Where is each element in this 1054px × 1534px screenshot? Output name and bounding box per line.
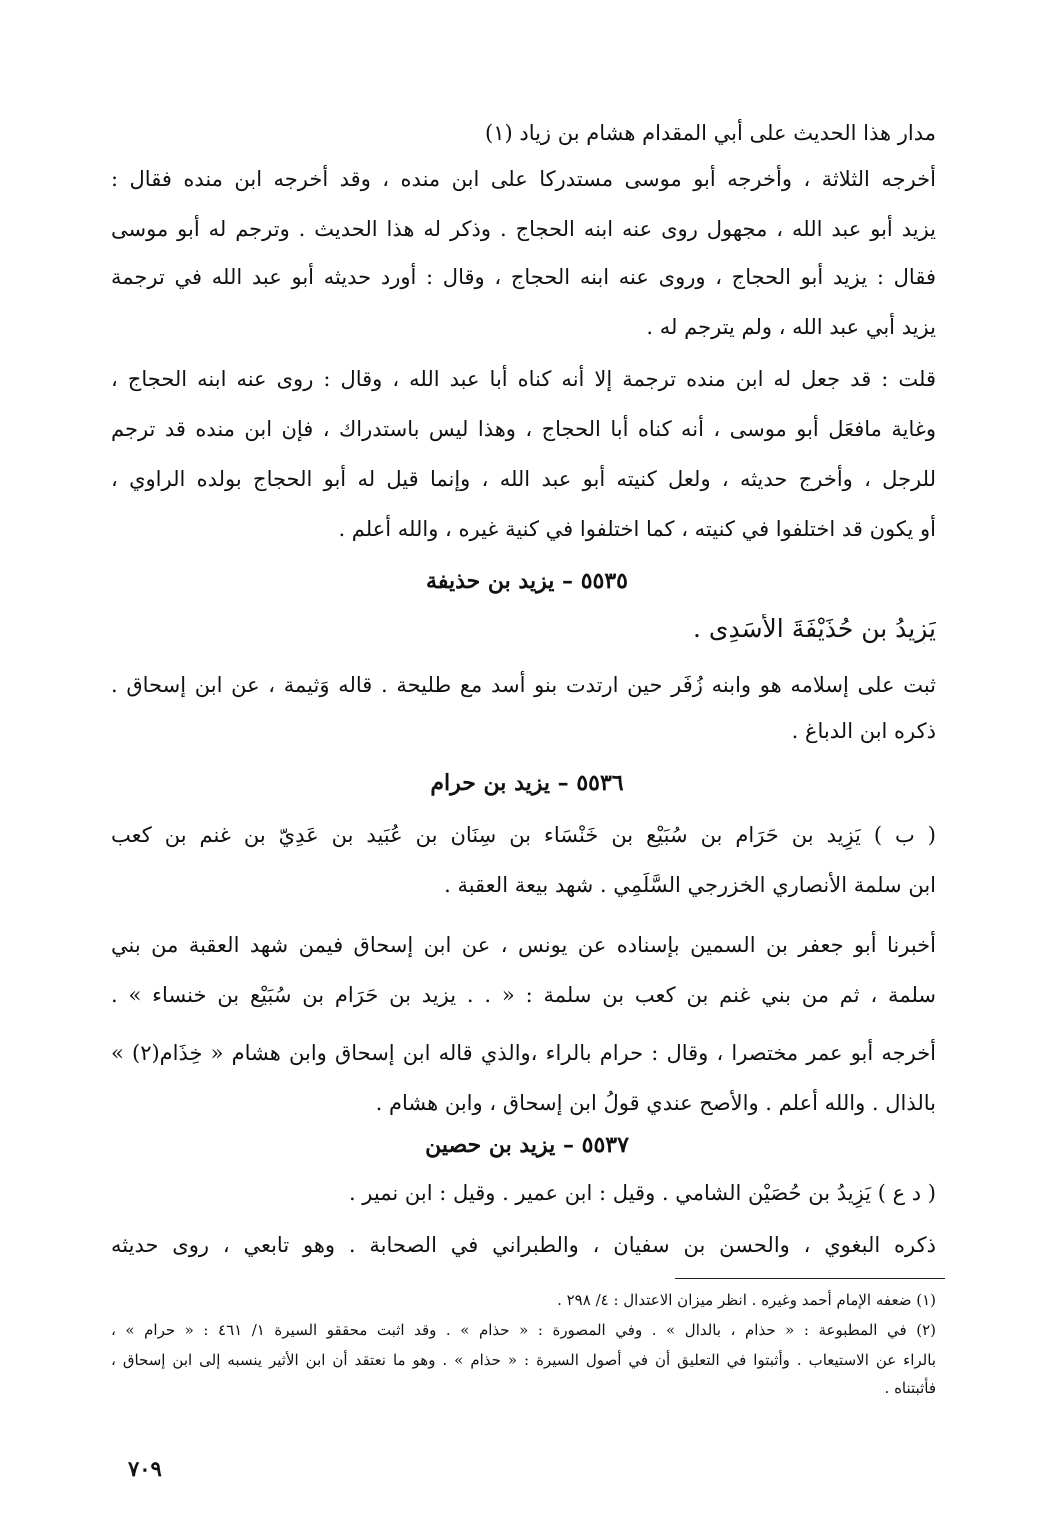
footnote: (١) ضعفه الإمام أحمد وغيره . انظر ميزان الاعتدال : ٤/ ٢٩٨ . — [557, 1291, 936, 1309]
footnote: بالراء عن الاستيعاب . وأثبتوا في التعليق أن في أصول السيرة : « حذام » . وهو ما نعتقد أن ابن الأثير ينسبه إلى ابن إسحاق ، — [111, 1351, 936, 1369]
text-line: ذكره البغوي ، والحسن بن سفيان ، والطبراني في الصحابة . وهو تابعي ، روى حديثه — [111, 1233, 936, 1257]
text-line: بالذال . والله أعلم . والأصح عندي قولُ ابن إسحاق ، وابن هشام . — [375, 1091, 936, 1115]
text-line: ( ب ) يَزِيد بن حَرَام بن سُبَيْع بن خَنْسَاء بن سِنَان بن عُبَيد بن عَدِيّ بن غنم بن كعب — [111, 823, 936, 847]
footnote-divider — [675, 1278, 945, 1279]
text-line: قلت : قد جعل له ابن منده ترجمة إلا أنه كناه أبا عبد الله ، وقال : روى عنه ابنه الحجاج ، — [111, 367, 936, 391]
text-line: مدار هذا الحديث على أبي المقدام هشام بن زياد (١) — [484, 121, 936, 145]
text-line: وغاية مافعَل أبو موسى ، أنه كناه أبا الحجاج ، وهذا ليس باستدراك ، فإن ابن منده قد ترجم — [111, 417, 936, 441]
page-number: ٧٠٩ — [128, 1456, 162, 1481]
entry-heading: ٥٥٣٥ – يزيد بن حذيفة — [426, 568, 628, 594]
text-line: ابن سلمة الأنصاري الخزرجي السَّلَمِي . شهد بيعة العقبة . — [444, 873, 936, 897]
text-line: أخبرنا أبو جعفر بن السمين بإسناده عن يونس ، عن ابن إسحاق فيمن شهد العقبة من بني — [111, 933, 936, 957]
text-line: ذكره ابن الدباغ . — [791, 719, 936, 743]
text-line: أو يكون قد اختلفوا في كنيته ، كما اختلفوا في كنية غيره ، والله أعلم . — [338, 517, 936, 541]
text-line: أخرجه الثلاثة ، وأخرجه أبو موسى مستدركا على ابن منده ، وقد أخرجه ابن منده فقال : — [111, 167, 936, 191]
entry-name: يَزِيدُ بن حُذَيْفَةَ الأَسَدِى . — [693, 614, 936, 643]
footnote: (٢) في المطبوعة : « حذام ، بالدال » . وفي المصورة : « حذام » . وقد اثبت محققو السيرة ١/ ٤٦١ : « حرام » ، — [111, 1321, 936, 1339]
text-line: سلمة ، ثم من بني غنم بن كعب بن سلمة : « . . يزيد بن حَرَام بن سُبَيْع بن خنساء » . — [111, 983, 936, 1007]
text-line: ( د ع ) يَزِيدُ بن حُصَيْن الشامي . وقيل : ابن عمير . وقيل : ابن نمير . — [348, 1181, 936, 1205]
text-line: للرجل ، وأخرج حديثه ، ولعل كنيته أبو عبد الله ، وإنما قيل له أبو الحجاج بولده الراوي ، — [111, 467, 936, 491]
entry-heading: ٥٥٣٧ – يزيد بن حصين — [425, 1132, 629, 1158]
text-line: يزيد أبو عبد الله ، مجهول روى عنه ابنه الحجاج . وذكر له هذا الحديث . وترجم له أبو موسى — [111, 217, 936, 241]
entry-heading: ٥٥٣٦ – يزيد بن حرام — [430, 770, 624, 796]
footnote: فأثبتناه . — [884, 1379, 936, 1397]
text-line: فقال : يزيد أبو الحجاج ، وروى عنه ابنه الحجاج ، وقال : أورد حديثه أبو عبد الله في ترجمة — [111, 265, 936, 289]
text-line: يزيد أبي عبد الله ، ولم يترجم له . — [646, 315, 936, 339]
text-line: ثبت على إسلامه هو وابنه زُفَر حين ارتدت بنو أسد مع طليحة . قاله وَثيمة ، عن ابن إسحاق . — [111, 673, 936, 697]
text-line: أخرجه أبو عمر مختصرا ، وقال : حرام بالراء ،والذي قاله ابن إسحاق وابن هشام « خِذَام(٢) » — [111, 1041, 936, 1065]
